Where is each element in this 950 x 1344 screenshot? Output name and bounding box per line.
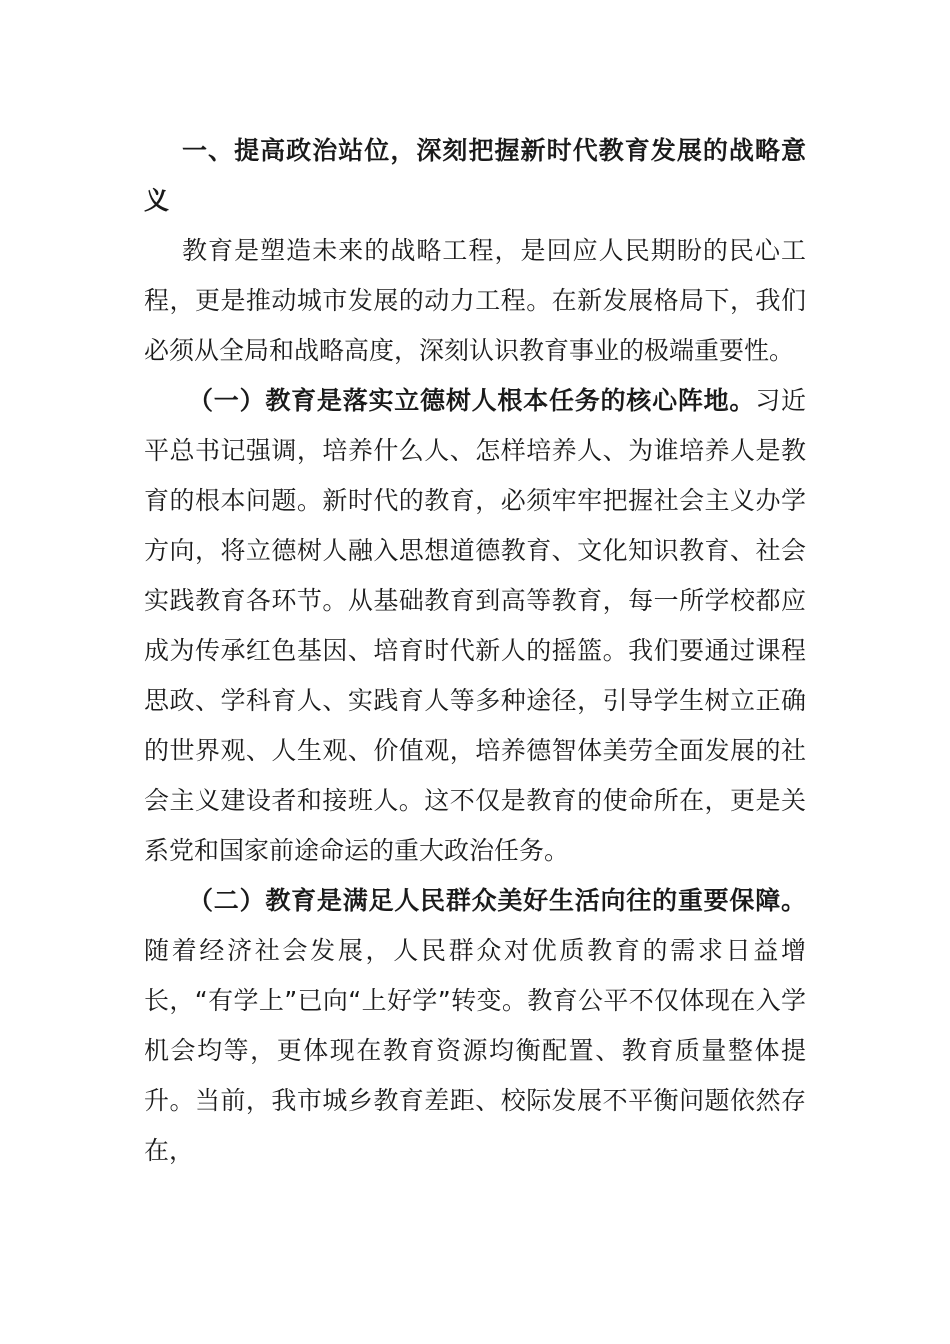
section-2-body: 随着经济社会发展，人民群众对优质教育的需求日益增长，“有学上”已向“上好学”转变。教育公平不仅体现在入学机会均等，更体现在教育资源均衡配置、教育质量整体提升。当前，我市城乡教育差距、校际发展不平衡问题依然存在， [144, 936, 806, 1165]
intro-paragraph: 教育是塑造未来的战略工程，是回应人民期盼的民心工程，更是推动城市发展的动力工程。在新发展格局下，我们必须从全局和战略高度，深刻认识教育事业的极端重要性。 [144, 236, 806, 365]
section-1-body: 习近平总书记强调，培养什么人、怎样培养人、为谁培养人是教育的根本问题。新时代的教育，必须牢牢把握社会主义办学方向，将立德树人融入思想道德教育、文化知识教育、社会实践教育各环节。从基础教育到高等教育，每一所学校都应成为传承红色基因、培育时代新人的摇篮。我们要通过课程思政、学科育人、实践育人等多种途径，引导学生树立正确的世界观、人生观、价值观，培养德智体美劳全面发展的社会主义建设者和接班人。这不仅是教育的使命所在，更是关系党和国家前途命运的重大政治任务。 [144, 386, 806, 865]
document-page [144, 126, 806, 1176]
section-1-paragraph [144, 376, 806, 876]
section-2-paragraph [144, 876, 806, 1176]
section-heading: 一、提高政治站位，深刻把握新时代教育发展的战略意义 [144, 136, 806, 215]
section-2-lead: （二）教育是满足人民群众美好生活向往的重要保障。 [188, 886, 806, 915]
section-1-lead: （一）教育是落实立德树人根本任务的核心阵地。 [188, 386, 756, 415]
